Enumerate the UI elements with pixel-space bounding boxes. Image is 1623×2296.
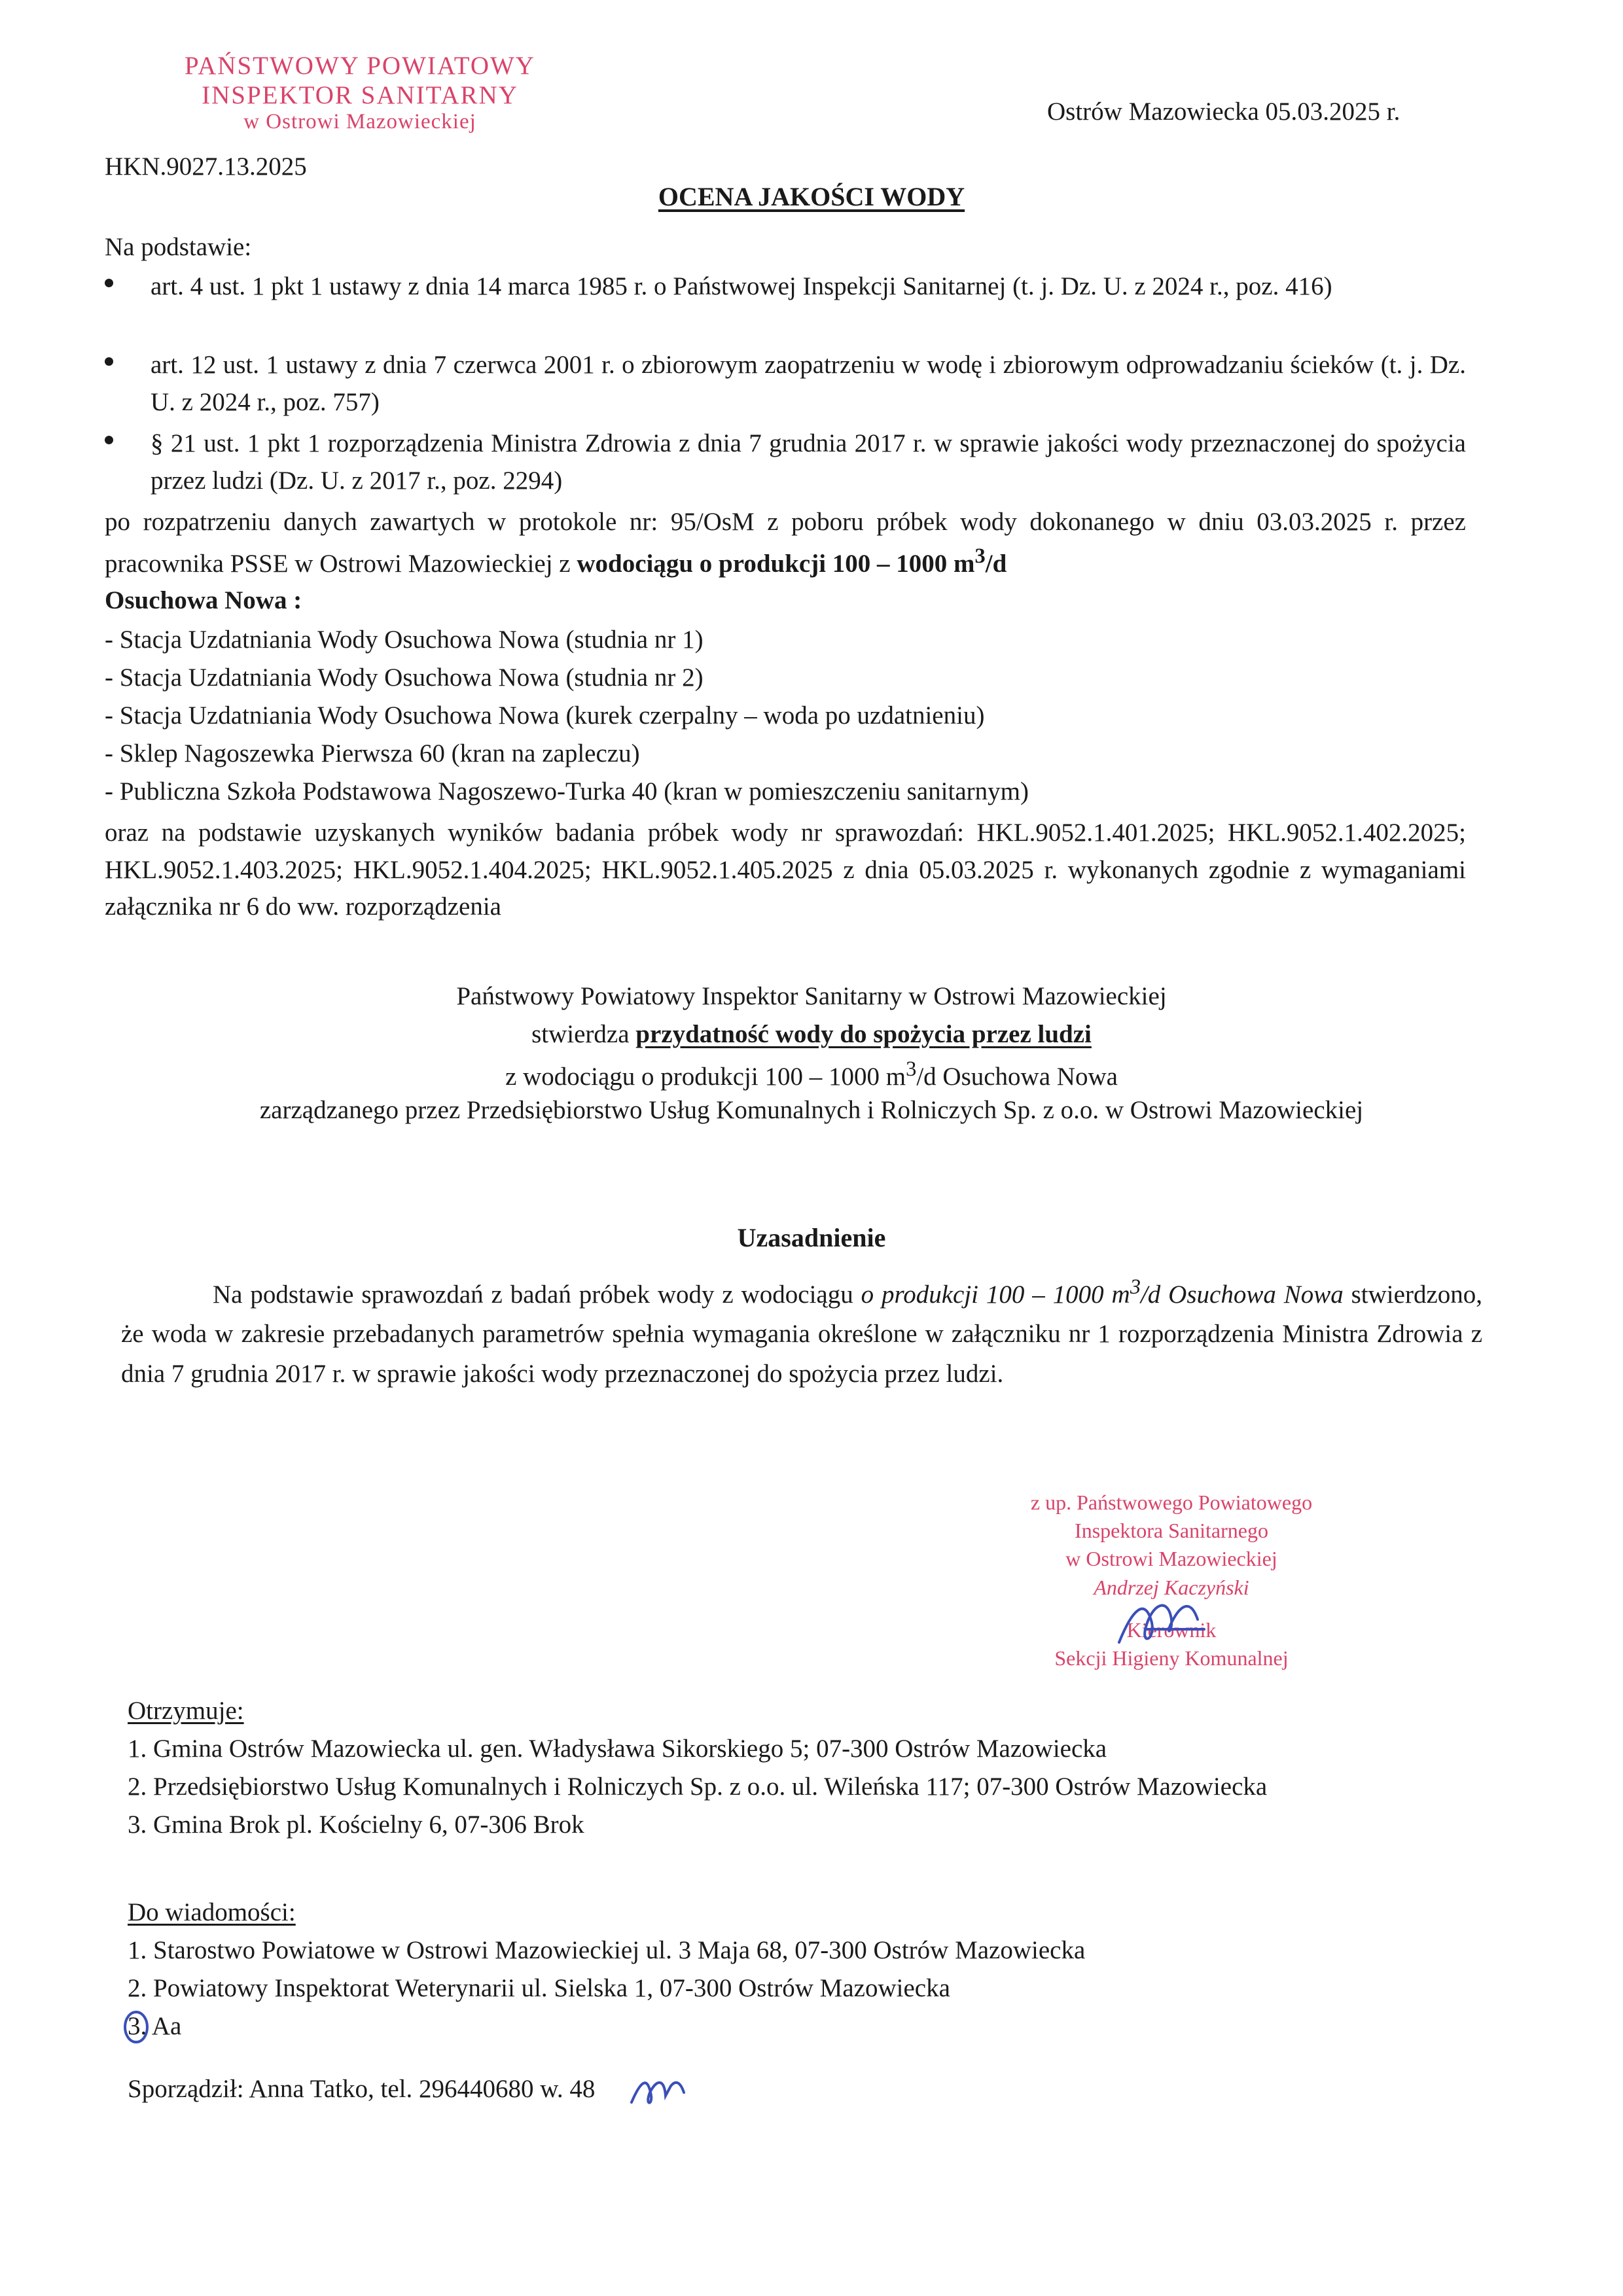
decision-line3-sup: 3 (906, 1057, 917, 1081)
signatory-role: Kierownik (1126, 1617, 1217, 1642)
bullet-icon (105, 279, 113, 287)
circled-number-mark (123, 2010, 152, 2047)
stamp-line: w Ostrowi Mazowieckiej (243, 110, 476, 133)
prepared-by: Sporządził: Anna Tatko, tel. 296440680 w. 48 (128, 2075, 596, 2103)
decision-line-2 (0, 1019, 1623, 1049)
justification-heading: Uzasadnienie (737, 1223, 886, 1252)
bullet-icon (105, 357, 113, 366)
handwritten-signature (1106, 1583, 1237, 1655)
basis-item-text: § 21 ust. 1 pkt 1 rozporządzenia Ministra Zdrowia z dnia 7 grudnia 2017 r. w sprawie jakości wody przeznaczonej do spożycia przez ludzi (Dz. U. z 2017 r., poz. 2294) (151, 429, 1466, 495)
basis-intro: Na podstawie: (105, 233, 252, 261)
signature-line: w Ostrowi Mazowieckiej (1065, 1547, 1277, 1571)
initials-signature (625, 2066, 697, 2112)
justification-sup: 3 (1130, 1275, 1141, 1299)
basis-item (105, 425, 1466, 499)
place-date: Ostrów Mazowiecka 05.03.2025 r. (1047, 97, 1400, 126)
sampling-point: - Stacja Uzdatniania Wody Osuchowa Nowa (studnia nr 1) (105, 626, 704, 654)
stamp-line: INSPEKTOR SANITARNY (202, 81, 518, 109)
review-bold-sup: 3 (974, 544, 986, 568)
recipient-item: 1. Gmina Ostrów Mazowiecka ul. gen. Władysława Sikorskiego 5; 07-300 Ostrów Mazowiecka (128, 1735, 1107, 1763)
decision-pre: stwierdza (531, 1020, 636, 1048)
signature-line: Inspektora Sanitarnego (1075, 1519, 1268, 1543)
document-title-text: OCENA JAKOŚCI WODY (658, 182, 965, 211)
decision-finding: przydatność wody do spożycia przez ludzi (635, 1020, 1092, 1048)
reports-paragraph: oraz na podstawie uzyskanych wyników badania próbek wody nr sprawozdań: HKL.9052.1.401.2025; HKL.9052.1.402.2025; HKL.9052.1.403.2025; HKL.9052.1.404.2025; HKL.9052.1.405.2025 z dnia 05.03.2025 r. wykonanych zgodnie z wymaganiami załącznika nr 6 do ww. rozporządzenia (105, 819, 1466, 921)
document-title (0, 181, 1623, 212)
sampling-point: - Publiczna Szkoła Podstawowa Nagoszewo-Turka 40 (kran w pomieszczeniu sanitarnym) (105, 777, 1029, 805)
for-info-item: 1. Starostwo Powiatowe w Ostrowi Mazowieckiej ul. 3 Maja 68, 07-300 Ostrów Mazowiecka (128, 1936, 1086, 1964)
sampling-point: - Stacja Uzdatniania Wody Osuchowa Nowa (studnia nr 2) (105, 663, 704, 692)
sampling-point: - Sklep Nagoszewka Pierwsza 60 (kran na zapleczu) (105, 739, 640, 768)
review-paragraph (105, 504, 1466, 620)
bullet-icon (105, 436, 113, 444)
basis-item (105, 268, 1466, 306)
justification-italic-tail: /d Osuchowa Nowa (1140, 1280, 1344, 1309)
signatory-unit: Sekcji Higieny Komunalnej (1054, 1646, 1289, 1670)
recipient-item: 3. Gmina Brok pl. Kościelny 6, 07-306 Brok (128, 1810, 584, 1839)
decision-line-1: Państwowy Powiatowy Inspektor Sanitarny w Ostrowi Mazowieckiej (456, 982, 1167, 1010)
basis-item-text: art. 12 ust. 1 ustawy z dnia 7 czerwca 2001 r. o zbiorowym zaopatrzeniu w wodę i zbiorowym odprowadzaniu ścieków (t. j. Dz. U. z 2024 r., poz. 757) (151, 351, 1466, 416)
recipient-item: 2. Przedsiębiorstwo Usług Komunalnych i Rolniczych Sp. z o.o. ul. Wileńska 117; 07-300 Ostrów Mazowiecka (128, 1773, 1268, 1801)
decision-line-4: zarządzanego przez Przedsiębiorstwo Usług Komunalnych i Rolniczych Sp. z o.o. w Ostrowi Mazowieckiej (259, 1096, 1364, 1124)
review-bold (577, 544, 1007, 578)
for-info-title: Do wiadomości: (128, 1898, 296, 1926)
signatory-name: Andrzej Kaczyński (1094, 1575, 1249, 1599)
decision-line3-post: /d Osuchowa Nowa (916, 1063, 1118, 1091)
justification-post: stwierdzono, że woda w zakresie przebadanych parametrów spełnia wymagania określone w załączniku nr 1 rozporządzenia Ministra Zdrowia z dnia 7 grudnia 2017 r. w sprawie jakości wody przeznaczonej do spożycia przez ludzi. (121, 1280, 1482, 1388)
justification-pre: Na podstawie sprawozdań z badań próbek wody z wodociągu (213, 1280, 861, 1309)
basis-item-text: art. 4 ust. 1 pkt 1 ustawy z dnia 14 marca 1985 r. o Państwowej Inspekcji Sanitarnej (t. j. Dz. U. z 2024 r., poz. 416) (151, 272, 1332, 300)
sampling-point: - Stacja Uzdatniania Wody Osuchowa Nowa (kurek czerpalny – woda po uzdatnieniu) (105, 701, 985, 730)
signature-line: z up. Państwowego Powiatowego (1030, 1491, 1313, 1514)
review-bold-tail: /d (985, 549, 1007, 578)
justification-paragraph (121, 1271, 1482, 1394)
review-text: po rozpatrzeniu danych zawartych w protokole nr: 95/OsM z poboru próbek wody dokonanego w dniu 03.03.2025 r. przez pracownika PSSE w Ostrowi Mazowieckiej z (105, 508, 1466, 578)
justification-italic: o produkcji 100 – 1000 m (861, 1280, 1130, 1309)
for-info-item: 3. Aa (128, 2012, 182, 2040)
decision-line-3 (0, 1057, 1623, 1091)
stamp-line: PAŃSTWOWY POWIATOWY (185, 52, 535, 80)
recipients-title: Otrzymuje: (128, 1697, 244, 1725)
for-info-item: 2. Powiatowy Inspektorat Weterynarii ul. Sielska 1, 07-300 Ostrów Mazowiecka (128, 1974, 950, 2002)
office-stamp (151, 51, 569, 134)
review-location: Osuchowa Nowa : (105, 586, 302, 615)
basis-item (105, 347, 1466, 421)
review-bold-text: wodociągu o produkcji 100 – 1000 m (577, 549, 975, 578)
case-number: HKN.9027.13.2025 (105, 152, 307, 181)
decision-line3-pre: z wodociągu o produkcji 100 – 1000 m (505, 1063, 906, 1091)
